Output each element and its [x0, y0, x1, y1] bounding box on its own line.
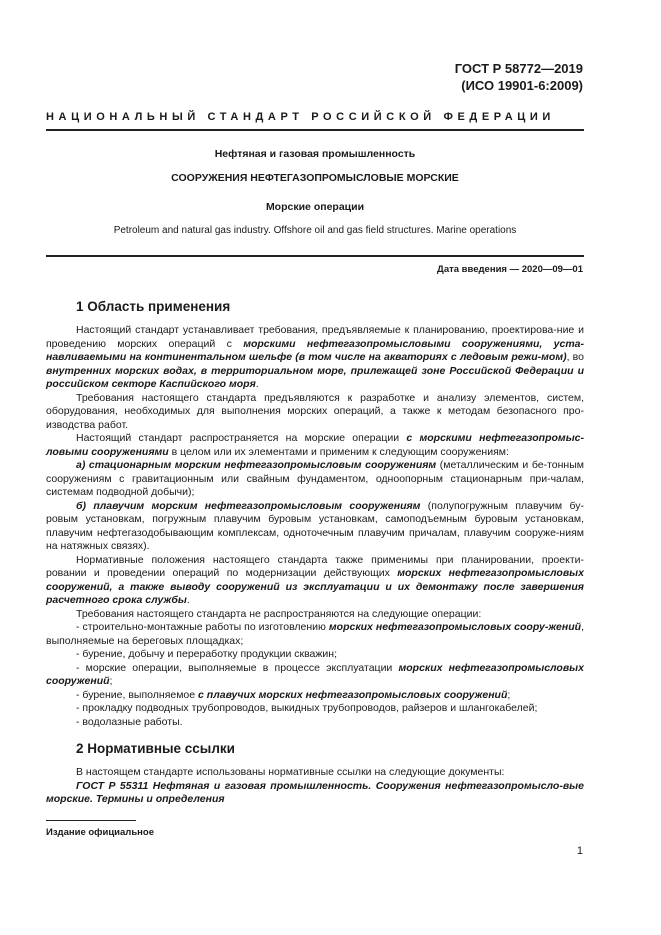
paragraph: Нормативные положения настоящего стандарта также применимы при планировании, проекти-ровании и проведении операций по модернизации действующих морских нефтегазопромысловых сооружений, а также выводу сооружений из эксплуатации и их демонтажу после завершения расчетного срока службы. [46, 553, 584, 606]
list-item: - бурение, добычу и переработку продукции скважин; [76, 648, 338, 660]
list-item: - прокладку подводных трубопроводов, выкидных трубопроводов, райзеров и шлангокабелей; [76, 702, 538, 714]
paragraph: Требования настоящего стандарта предъявляются к разработке и анализу элементов, систем, оборудования, необходимых для выполнения морских операций, а также к методам безопасного про-изводства работ. [46, 391, 584, 431]
list-item-b: б) плавучим морским нефтегазопромысловым сооружениям (полупогружным плавучим бу-ровым установкам, погружным плавучим буровым установкам, самоподъемным буровым установкам, плавучим нефтегазодобывающим комплексам, одноточечным плавучим причалам, плавучим сооруже-ниям на натяжных связях). [46, 499, 584, 552]
main-title: СООРУЖЕНИЯ НЕФТЕГАЗОПРОМЫСЛОВЫЕ МОРСКИЕ [171, 172, 459, 184]
list-item: - водолазные работы. [76, 715, 183, 728]
reference-entry: ГОСТ Р 55311 Нефтяная и газовая промышленность. Сооружения нефтегазопромысло-вые морские. Термины и определения [46, 779, 584, 805]
paragraph: Настоящий стандарт устанавливает требования, предъявляемые к планированию, проектирова-ние и проведению морских операций с морскими нефтегазопромысловыми сооружениями, уста-навливаемыми на континентальном шельфе (в том числе на акваториях с ледовым режи-мом), во внутренних морских водах, в территориальном море, прилежащей зоне Российской Федерации и российском секторе Каспийского моря. [46, 324, 584, 390]
list-item: - бурение, выполняемое с плавучих морских нефтегазопромысловых сооружений; [76, 688, 511, 701]
official-edition-label: Издание официальное [46, 827, 154, 838]
footer-rule [46, 820, 136, 821]
list-item: - строительно-монтажные работы по изготовлению морских нефтегазопромысловых соору-жений, выполняемые на береговых площадках; [46, 621, 584, 647]
iso-number: (ИСО 19901-6:2009) [461, 78, 583, 93]
section-1-body [46, 324, 584, 729]
section-1-heading: 1 Область применения [76, 299, 231, 314]
introduction-date: Дата введения — 2020—09—01 [437, 264, 583, 275]
industry-title: Нефтяная и газовая промышленность [214, 148, 416, 160]
list-item-a: а) стационарным морским нефтегазопромысловым сооружениям (металлическим и бе-тонным сооружениям с гравитационным или свайным фундаментом, одноопорным стационарным при-чалам, системам подводной добычи); [46, 459, 584, 498]
title-rule [46, 255, 584, 257]
english-title: Petroleum and natural gas industry. Offshore oil and gas field structures. Marine operations [113, 225, 517, 236]
national-standard-banner: НАЦИОНАЛЬНЫЙ СТАНДАРТ РОССИЙСКОЙ ФЕДЕРАЦИИ [46, 111, 555, 123]
paragraph: Требования настоящего стандарта не распространяются на следующие операции: [76, 607, 482, 620]
page-number: 1 [576, 845, 583, 857]
list-item: - морские операции, выполняемые в процессе эксплуатации морских нефтегазопромысловых сооружений; [46, 661, 584, 687]
section-2-heading: 2 Нормативные ссылки [76, 741, 235, 756]
document-designation [455, 60, 583, 94]
paragraph: В настоящем стандарте использованы нормативные ссылки на следующие документы: [76, 766, 505, 778]
section-2-body [46, 766, 584, 807]
paragraph: Настоящий стандарт распространяется на морские операции с морскими нефтегазопромыс-ловыми сооружениями в целом или их элементами и применим к следующим сооружениям: [46, 432, 584, 458]
header-rule [46, 129, 584, 131]
standard-number: ГОСТ Р 58772—2019 [454, 61, 583, 76]
sub-title: Морские операции [265, 201, 365, 213]
